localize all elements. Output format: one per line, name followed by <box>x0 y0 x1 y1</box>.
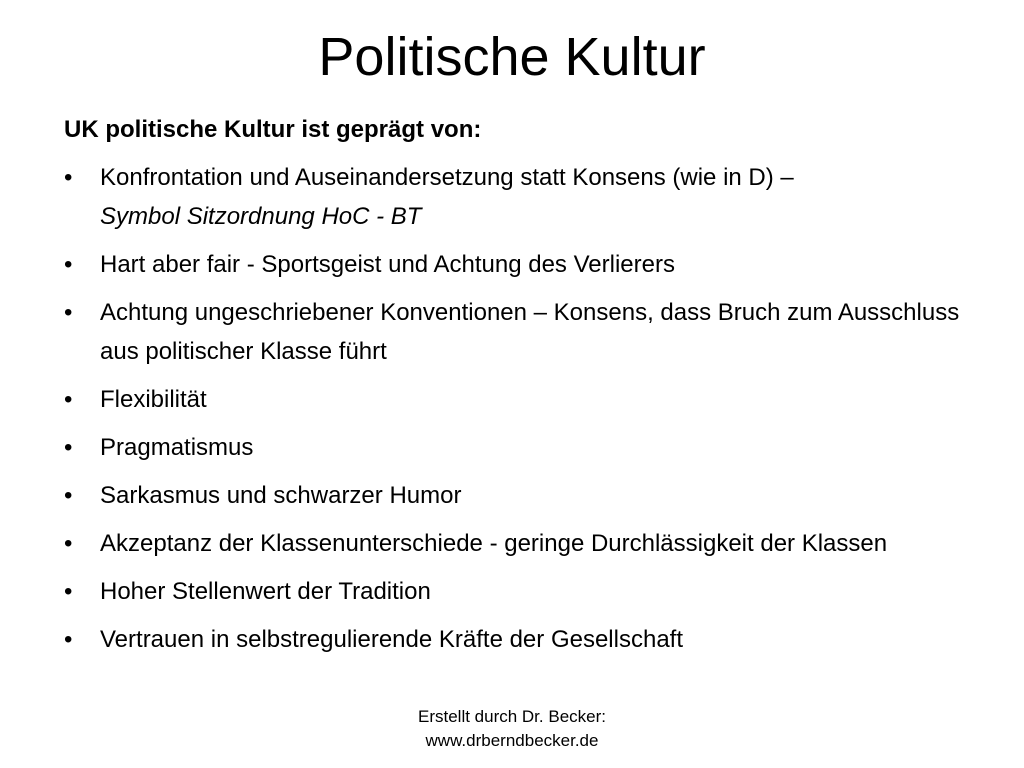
bullet-item-vertrauen <box>64 620 964 659</box>
bullet-item-konfrontation <box>64 158 964 236</box>
bullet-icon: • <box>64 482 73 509</box>
bullet-icon: • <box>64 386 73 413</box>
bullet-text-italic: Symbol Sitzordnung HoC - BT <box>100 203 422 230</box>
footer-author: Erstellt durch Dr. Becker: <box>417 707 606 726</box>
bullet-list <box>64 158 964 668</box>
bullet-text: Konfrontation und Auseinandersetzung statt Konsens (wie in D) – <box>100 164 794 191</box>
bullet-text: Pragmatismus <box>100 434 254 461</box>
bullet-item-klassenunterschiede <box>64 524 964 563</box>
bullet-text: Akzeptanz der Klassenunterschiede - geringe Durchlässigkeit der Klassen <box>100 530 888 557</box>
bullet-text: Sarkasmus und schwarzer Humor <box>100 482 462 509</box>
bullet-item-sarkasmus <box>64 476 964 515</box>
bullet-icon: • <box>64 164 73 191</box>
bullet-item-tradition <box>64 572 964 611</box>
bullet-icon: • <box>64 530 73 557</box>
bullet-text: Hoher Stellenwert der Tradition <box>100 578 431 605</box>
bullet-text: Flexibilität <box>100 386 207 413</box>
bullet-item-flexibilitaet <box>64 380 964 419</box>
bullet-icon: • <box>64 299 73 326</box>
bullet-icon: • <box>64 251 73 278</box>
slide-footer <box>362 705 662 753</box>
bullet-text: Vertrauen in selbstregulierende Kräfte der Gesellschaft <box>100 626 683 653</box>
bullet-icon: • <box>64 434 73 461</box>
slide-title: Politische Kultur <box>318 27 706 87</box>
bullet-item-pragmatismus <box>64 428 964 467</box>
bullet-icon: • <box>64 626 73 653</box>
bullet-text: Hart aber fair - Sportsgeist und Achtung des Verlierers <box>100 251 675 278</box>
bullet-item-hart-aber-fair <box>64 245 964 284</box>
bullet-text: Achtung ungeschriebener Konventionen – Konsens, dass Bruch zum Ausschluss aus politischer Klasse führt <box>100 299 960 365</box>
slide-subtitle: UK politische Kultur ist geprägt von: <box>64 116 482 143</box>
footer-website: www.drberndbecker.de <box>425 731 599 750</box>
bullet-item-konventionen <box>64 293 964 371</box>
bullet-icon: • <box>64 578 73 605</box>
